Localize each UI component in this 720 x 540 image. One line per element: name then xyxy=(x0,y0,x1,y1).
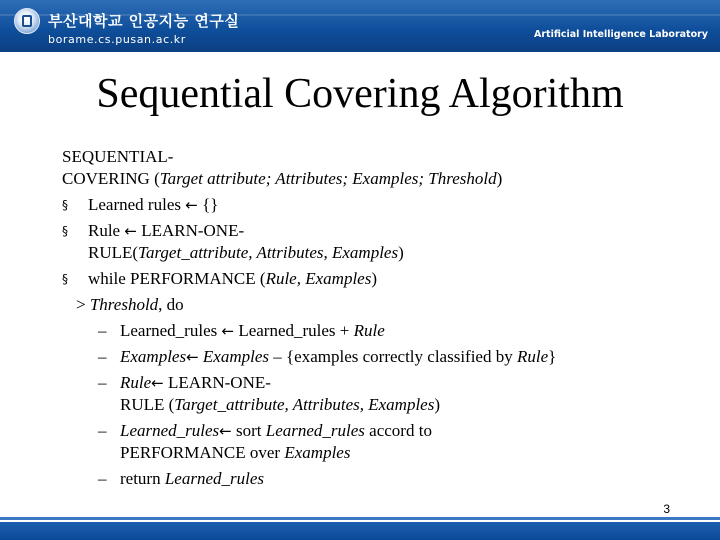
university-seal-icon xyxy=(14,8,40,34)
bullet-icon: § xyxy=(62,198,68,212)
algorithm-body xyxy=(62,146,682,494)
text: COVERING ( xyxy=(62,169,160,188)
algo-line-7 xyxy=(62,294,682,320)
algo-line-13 xyxy=(62,442,682,468)
text: {} xyxy=(197,195,219,214)
left-arrow-icon: ← xyxy=(185,196,198,214)
algo-line-12 xyxy=(62,420,682,442)
left-arrow-icon: ← xyxy=(151,374,164,392)
algo-line-11 xyxy=(62,394,682,420)
text: accord to xyxy=(364,421,432,440)
text: > xyxy=(76,295,90,314)
args: Target_attribute, Attributes, Examples xyxy=(174,395,435,414)
footer-rule xyxy=(0,517,720,520)
left-arrow-icon: ← xyxy=(124,222,137,240)
text: LEARN-ONE- xyxy=(136,221,245,240)
header-banner xyxy=(0,0,720,52)
dash: – xyxy=(98,421,107,440)
text: while PERFORMANCE ( xyxy=(88,269,266,288)
threshold: Threshold xyxy=(89,295,159,314)
lab-url: borame.cs.pusan.ac.kr xyxy=(48,33,186,46)
learned-rules: Learned_rules xyxy=(265,421,365,440)
lab-title: 부산대학교 인공지능 연구실 xyxy=(48,12,240,30)
examples: Examples xyxy=(284,443,351,462)
algo-line-1 xyxy=(62,146,682,168)
algo-line-9 xyxy=(62,346,682,372)
text: ) xyxy=(496,169,503,188)
algo-line-5 xyxy=(62,242,682,268)
algo-line-14 xyxy=(62,468,682,494)
text: Rule xyxy=(88,221,125,240)
bullet-icon: § xyxy=(62,272,68,286)
text: sort xyxy=(231,421,266,440)
text: ) xyxy=(398,243,404,262)
slide-title: Sequential Covering Algorithm xyxy=(96,71,624,117)
left-arrow-icon: ← xyxy=(221,322,235,340)
dash: – xyxy=(98,469,107,488)
text: Learned_rules xyxy=(120,321,222,340)
left-arrow-icon: ← xyxy=(186,348,199,366)
algo-line-3 xyxy=(62,194,682,220)
text: RULE ( xyxy=(120,395,175,414)
algo-line-10 xyxy=(62,372,682,394)
examples: Examples xyxy=(120,347,187,366)
text: Learned_rules + xyxy=(234,321,354,340)
dash: – xyxy=(98,347,107,366)
learned-rules: Learned_rules xyxy=(164,469,265,488)
lab-name-english: Artificial Intelligence Laboratory xyxy=(533,29,708,40)
args: Target_attribute, Attributes, Examples xyxy=(138,243,399,262)
text: PERFORMANCE over xyxy=(120,443,285,462)
dash: – xyxy=(98,321,107,340)
text: return xyxy=(120,469,165,488)
rule: Rule xyxy=(120,373,152,392)
algo-line-2 xyxy=(62,168,682,194)
args: Rule, Examples xyxy=(265,269,372,288)
rule: Rule xyxy=(353,321,385,340)
left-arrow-icon: ← xyxy=(219,422,232,440)
text: ) xyxy=(371,269,377,288)
text: } xyxy=(548,347,557,366)
algo-line-8 xyxy=(62,320,682,346)
text: LEARN-ONE- xyxy=(163,373,271,392)
rule: Rule xyxy=(516,347,549,366)
page-number: 3 xyxy=(663,502,670,516)
signature-args: Target attribute; Attributes; Examples; Threshold xyxy=(159,169,497,188)
text: SEQUENTIAL- xyxy=(62,147,174,166)
learned-rules: Learned_rules xyxy=(120,421,220,440)
bullet-icon: § xyxy=(62,224,68,238)
text: – {examples correctly classified by xyxy=(269,347,517,366)
footer-bar xyxy=(0,522,720,540)
algo-line-6 xyxy=(62,268,682,294)
text: ) xyxy=(434,395,441,414)
text: , do xyxy=(158,295,184,314)
dash: – xyxy=(98,373,107,392)
text: Learned rules xyxy=(88,195,186,214)
algo-line-4 xyxy=(62,220,682,242)
text: RULE( xyxy=(88,243,139,262)
examples: Examples xyxy=(198,347,270,366)
